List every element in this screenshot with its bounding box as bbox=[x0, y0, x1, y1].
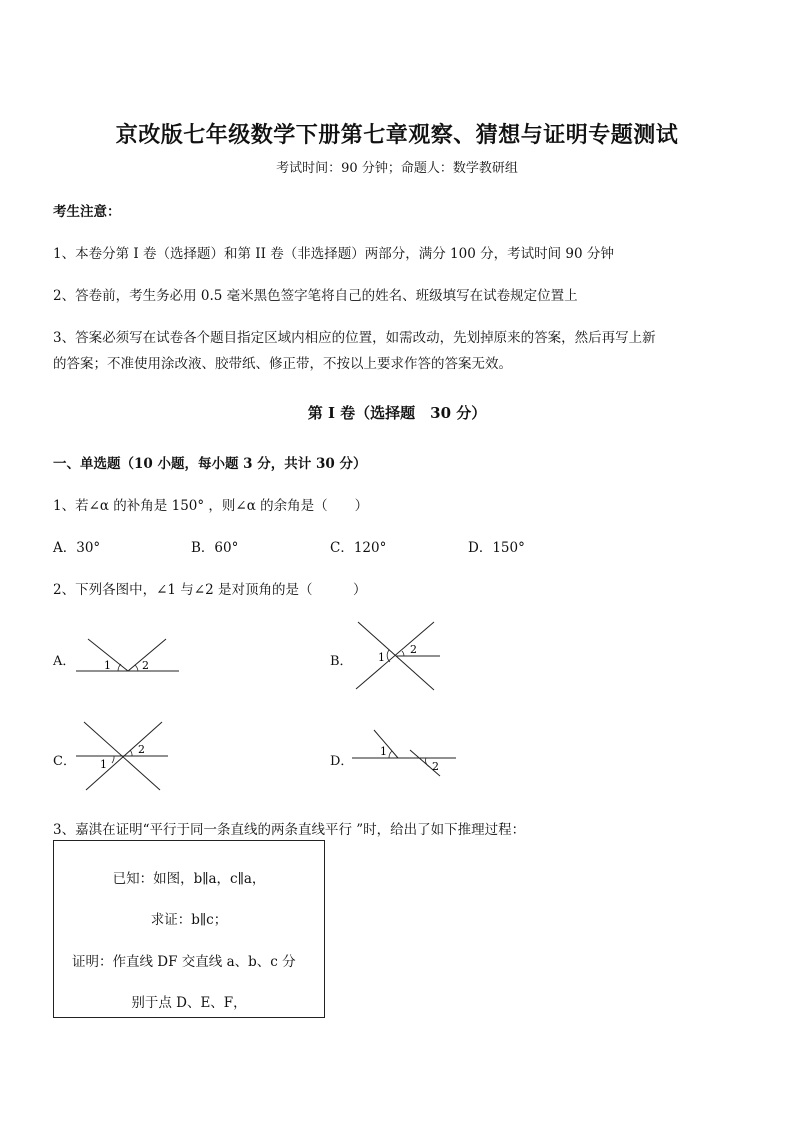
angle-2-label: 2 bbox=[138, 743, 145, 756]
proof-box bbox=[53, 840, 325, 1018]
question-2-label-c: C． bbox=[53, 754, 76, 769]
angle-1-label: 1 bbox=[380, 745, 387, 758]
question-1-option-c: C．120° bbox=[330, 540, 387, 556]
question-2-figure-a bbox=[70, 630, 185, 680]
angle-2-label: 2 bbox=[142, 659, 149, 672]
question-3-text: 3、嘉淇在证明“平行于同一条直线的两条直线平行 ”时，给出了如下推理过程： bbox=[53, 822, 526, 838]
proof-step-2: 别于点 D、E、F， bbox=[131, 995, 247, 1011]
notice-item-1: 1、本卷分第 I 卷（选择题）和第 II 卷（非选择题）两部分，满分 100 分，考试时间 90 分钟 bbox=[53, 246, 614, 262]
proof-known: 已知：如图，b∥a，c∥a， bbox=[112, 871, 266, 887]
question-1-option-d: D．150° bbox=[468, 540, 525, 556]
question-1-option-a: A．30° bbox=[53, 540, 101, 556]
question-2-figure-c bbox=[72, 718, 172, 794]
page-title: 京改版七年级数学下册第七章观察、猜想与证明专题测试 bbox=[115, 122, 679, 148]
question-2-label-d: D． bbox=[330, 754, 354, 769]
part-title: 一、单选题（10 小题，每小题 3 分，共计 30 分） bbox=[53, 456, 367, 472]
proof-step-1: 证明：作直线 DF 交直线 a、b、c 分 bbox=[72, 954, 296, 970]
angle-2-label: 2 bbox=[410, 643, 417, 656]
question-2-label-a: A． bbox=[53, 654, 76, 669]
notice-heading: 考生注意： bbox=[53, 204, 121, 220]
question-1-option-b: B．60° bbox=[191, 540, 239, 556]
notice-item-3-line-2: 的答案；不准使用涂改液、胶带纸、修正带，不按以上要求作答的答案无效。 bbox=[53, 356, 512, 372]
question-2-text: 2、下列各图中，∠1 与∠2 是对顶角的是（ ） bbox=[53, 582, 367, 598]
notice-item-3-line-1: 3、答案必须写在试卷各个题目指定区域内相应的位置，如需改动，先划掉原来的答案，然后再写上新 bbox=[53, 330, 656, 346]
angle-1-label: 1 bbox=[100, 758, 107, 771]
question-2-figure-b bbox=[350, 618, 445, 694]
question-2-label-b: B． bbox=[330, 654, 353, 669]
notice-item-2: 2、答卷前，考生务必用 0.5 毫米黑色签字笔将自己的姓名、班级填写在试卷规定位置上 bbox=[53, 288, 578, 304]
angle-1-label: 1 bbox=[378, 651, 385, 664]
angle-2-label: 2 bbox=[432, 760, 439, 773]
section-title: 第 I 卷（选择题 30 分） bbox=[307, 404, 487, 422]
exam-info: 考试时间：90 分钟；命题人：数学教研组 bbox=[276, 161, 518, 176]
question-2-figure-d bbox=[350, 724, 460, 780]
question-1-text: 1、若∠α 的补角是 150° ，则∠α 的余角是（ ） bbox=[53, 498, 369, 514]
angle-1-label: 1 bbox=[104, 659, 111, 672]
proof-to-prove: 求证：b∥c； bbox=[150, 912, 228, 928]
